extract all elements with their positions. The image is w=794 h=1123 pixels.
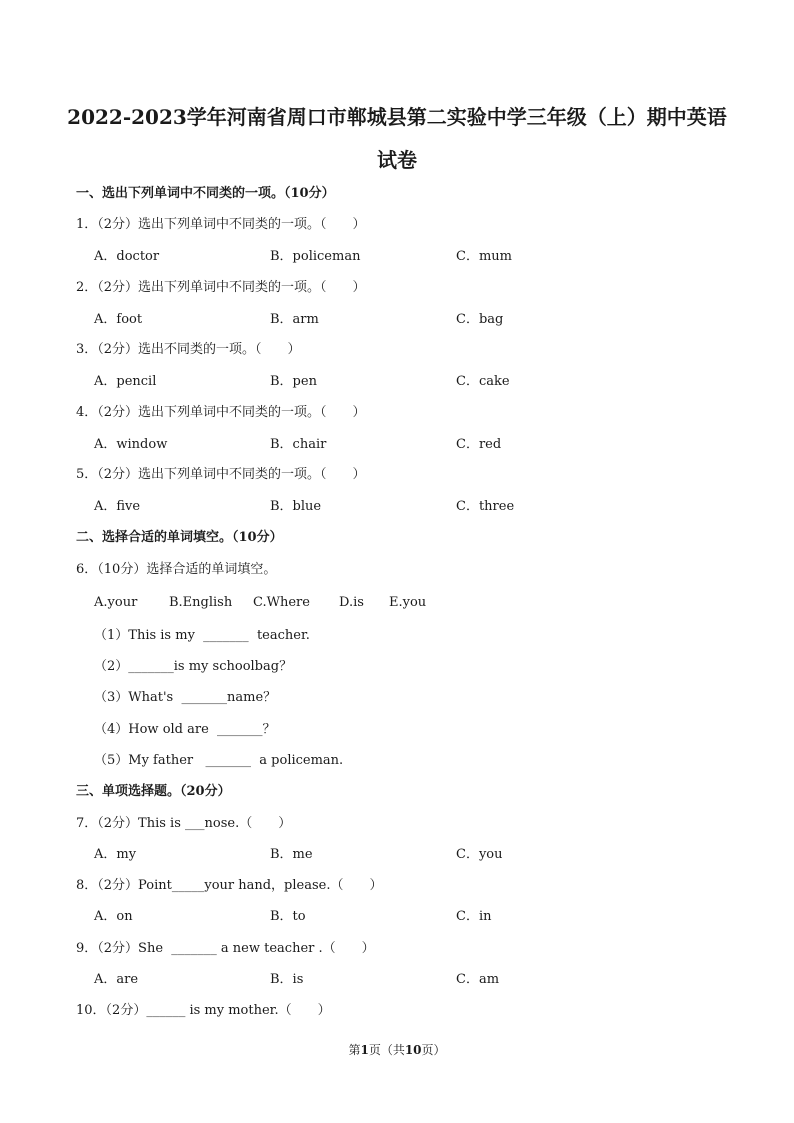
question-6-stem: 6．（10分）选择合适的单词填空。 bbox=[76, 562, 277, 577]
fill-blank-item: （4）How old are _______？ bbox=[94, 722, 276, 737]
page-footer bbox=[0, 1042, 794, 1058]
question-7-option-c: C．you bbox=[456, 847, 503, 862]
question-3-option-c: C．cake bbox=[456, 374, 510, 389]
question-7-option-b: B．me bbox=[270, 847, 313, 862]
question-5-stem: 5．（2分）选出下列单词中不同类的一项。（ ） bbox=[76, 467, 366, 482]
question-1-option-c: C．mum bbox=[456, 249, 512, 264]
question-9-stem: 9．（2分）She _______ a new teacher .（ ） bbox=[76, 941, 375, 956]
fill-blank-item: （2）_______is my schoolbag？ bbox=[94, 659, 293, 674]
fill-blank-item: （3）What's _______name？ bbox=[94, 690, 277, 705]
question-1-option-a: A．doctor bbox=[94, 249, 160, 264]
question-2-option-a: A．foot bbox=[94, 312, 143, 327]
footer-total-pages: 10 bbox=[404, 1043, 422, 1057]
question-3-stem: 3．（2分）选出不同类的一项。（ ） bbox=[76, 342, 301, 357]
question-1-option-b: B．policeman bbox=[270, 249, 361, 264]
page-title-line2: 试卷 bbox=[377, 148, 417, 172]
question-7-stem: 7．（2分）This is ___nose.（ ） bbox=[76, 816, 292, 831]
word-bank-option: D.is bbox=[339, 595, 364, 610]
question-8-option-a: A．on bbox=[94, 909, 133, 924]
question-8-option-c: C．in bbox=[456, 909, 492, 924]
question-4-option-b: B．chair bbox=[270, 437, 327, 452]
word-bank-option: A.your bbox=[94, 595, 138, 610]
footer-suffix: 页） bbox=[421, 1043, 446, 1057]
section-heading-2: 二、选择合适的单词填空。（10分） bbox=[76, 530, 283, 545]
question-5-option-b: B．blue bbox=[270, 499, 322, 514]
section-heading-1: 一、选出下列单词中不同类的一项。（10分） bbox=[76, 186, 335, 201]
question-5-option-a: A．five bbox=[94, 499, 141, 514]
fill-blank-item: （5）My father _______ a policeman. bbox=[94, 753, 344, 768]
question-2-stem: 2．（2分）选出下列单词中不同类的一项。（ ） bbox=[76, 280, 366, 295]
word-bank-option: B.English bbox=[169, 595, 233, 610]
footer-page-number: 1 bbox=[360, 1043, 369, 1057]
question-8-stem: 8．（2分）Point_____your hand，please.（ ） bbox=[76, 878, 383, 893]
question-7-option-a: A．my bbox=[94, 847, 137, 862]
question-9-option-a: A．are bbox=[94, 972, 139, 987]
question-1-stem: 1．（2分）选出下列单词中不同类的一项。（ ） bbox=[76, 217, 366, 232]
section-heading-3: 三、单项选择题。（20分） bbox=[76, 784, 231, 799]
fill-blank-item: （1）This is my _______ teacher. bbox=[94, 628, 310, 643]
question-8-option-b: B．to bbox=[270, 909, 306, 924]
question-2-option-c: C．bag bbox=[456, 312, 504, 327]
question-4-option-a: A．window bbox=[94, 437, 168, 452]
question-4-option-c: C．red bbox=[456, 437, 502, 452]
footer-mid: 页（共 bbox=[368, 1043, 405, 1057]
question-10-stem: 10．（2分）______ is my mother.（ ） bbox=[76, 1003, 331, 1018]
word-bank-option: E.you bbox=[389, 595, 427, 610]
question-3-option-a: A．pencil bbox=[94, 374, 157, 389]
question-2-option-b: B．arm bbox=[270, 312, 319, 327]
question-3-option-b: B．pen bbox=[270, 374, 317, 389]
footer-prefix: 第 bbox=[348, 1043, 361, 1057]
word-bank-option: C.Where bbox=[253, 595, 310, 610]
question-9-option-b: B．is bbox=[270, 972, 304, 987]
page-title-line1: 2022-2023学年河南省周口市郸城县第二实验中学三年级（上）期中英语 bbox=[67, 105, 727, 129]
question-4-stem: 4．（2分）选出下列单词中不同类的一项。（ ） bbox=[76, 405, 366, 420]
question-9-option-c: C．am bbox=[456, 972, 500, 987]
question-5-option-c: C．three bbox=[456, 499, 515, 514]
